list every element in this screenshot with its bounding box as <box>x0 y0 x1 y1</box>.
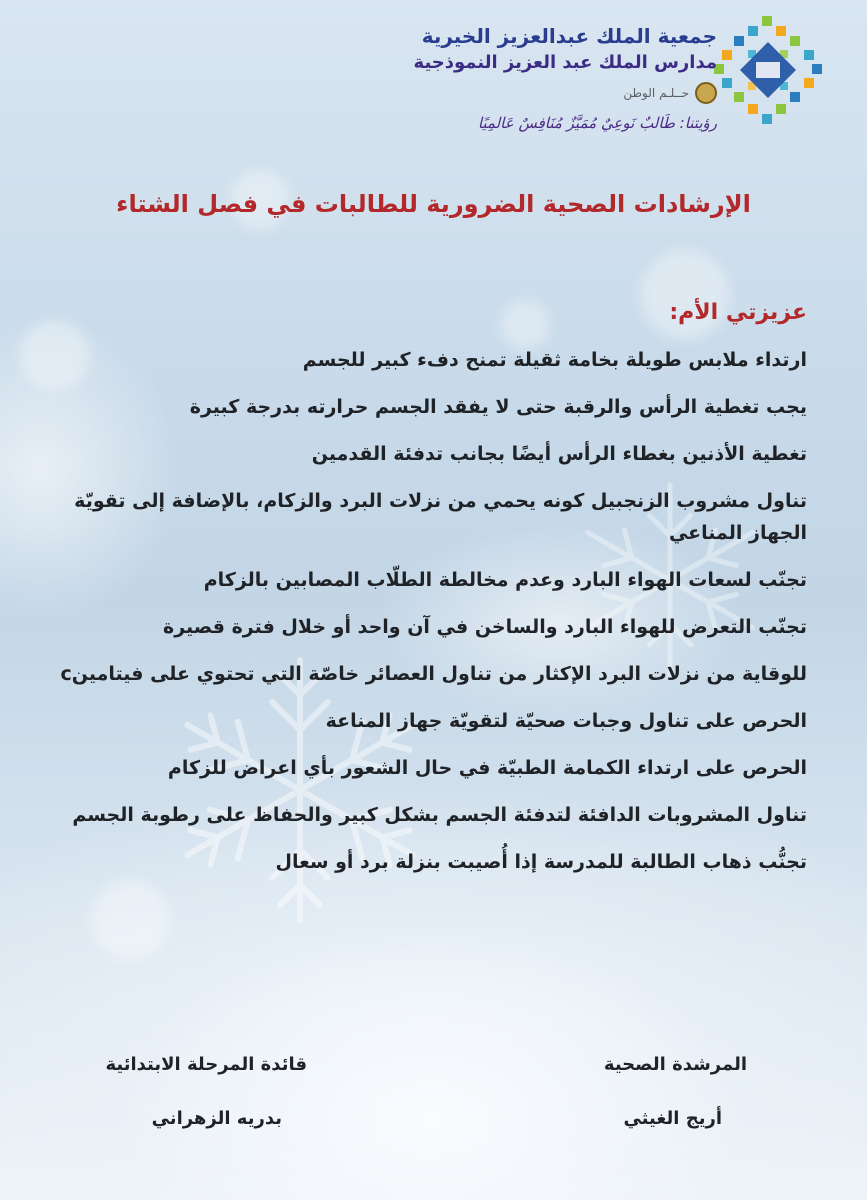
national-seal-icon <box>695 82 717 104</box>
document-title: الإرشادات الصحية الضرورية للطالبات في فصل الشتاء <box>116 190 751 218</box>
schools-name: مدارس الملك عبد العزيز النموذجية <box>413 52 717 73</box>
list-item: الحرص على تناول وجبات صحيّة لتقويّة جهاز المناعة <box>325 710 807 732</box>
motto-text: حــلـم الوطن <box>623 86 689 100</box>
list-item: تناول المشروبات الدافئة لتدفئة الجسم بشكل كبير والحفاظ على رطوبة الجسم <box>72 804 807 826</box>
school-logo-icon <box>712 14 824 126</box>
list-item: يجب تغطية الرأس والرقبة حتى لا يفقد الجسم حرارته بدرجة كبيرة <box>189 396 807 418</box>
bokeh-light <box>640 250 730 340</box>
principal-name: بدريه الزهراني <box>151 1108 282 1129</box>
greeting: عزيزتي الأم: <box>669 300 807 325</box>
list-item: ارتداء ملابس طويلة بخامة ثقيلة تمنح دفء كبير للجسم <box>302 349 807 371</box>
list-item: تغطية الأذنين بغطاء الرأس أيضًا بجانب تدفئة القدمين <box>311 443 807 465</box>
guidelines-list <box>47 344 807 893</box>
list-item: للوقاية من نزلات البرد الإكثار من تناول العصائر خاصّة التي تحتوي على فيتامينc <box>60 663 807 685</box>
list-item: الحرص على ارتداء الكمامة الطبيّة في حال الشعور بأي اعراض للزكام <box>167 757 807 779</box>
list-item: تجنّب التعرض للهواء البارد والساخن في آن واحد أو خلال فترة قصيرة <box>163 616 807 638</box>
list-item: تناول مشروب الزنجبيل كونه يحمي من نزلات البرد والزكام، بالإضافة إلى تقويّة الجهاز المناعي <box>74 490 807 544</box>
health-counselor-role: المرشدة الصحية <box>603 1054 747 1075</box>
list-item: تجنّب لسعات الهواء البارد وعدم مخالطة الطلّاب المصابين بالزكام <box>203 569 807 591</box>
list-item: تجنُّب ذهاب الطالبة للمدرسة إذا أُصيبت بنزلة برد أو سعال <box>275 851 807 873</box>
vision-statement: رؤيتنا: طَالبٌ نَوعِيٌ مُمَيَّزٌ مُنَافِسٌ عَالمِيًا <box>477 114 717 132</box>
motto-line <box>623 82 717 104</box>
association-name: جمعية الملك عبدالعزيز الخيرية <box>421 24 717 48</box>
health-counselor-name: أريج الغيثي <box>623 1108 722 1129</box>
principal-role: قائدة المرحلة الابتدائية <box>105 1054 307 1075</box>
bokeh-light <box>500 300 550 350</box>
